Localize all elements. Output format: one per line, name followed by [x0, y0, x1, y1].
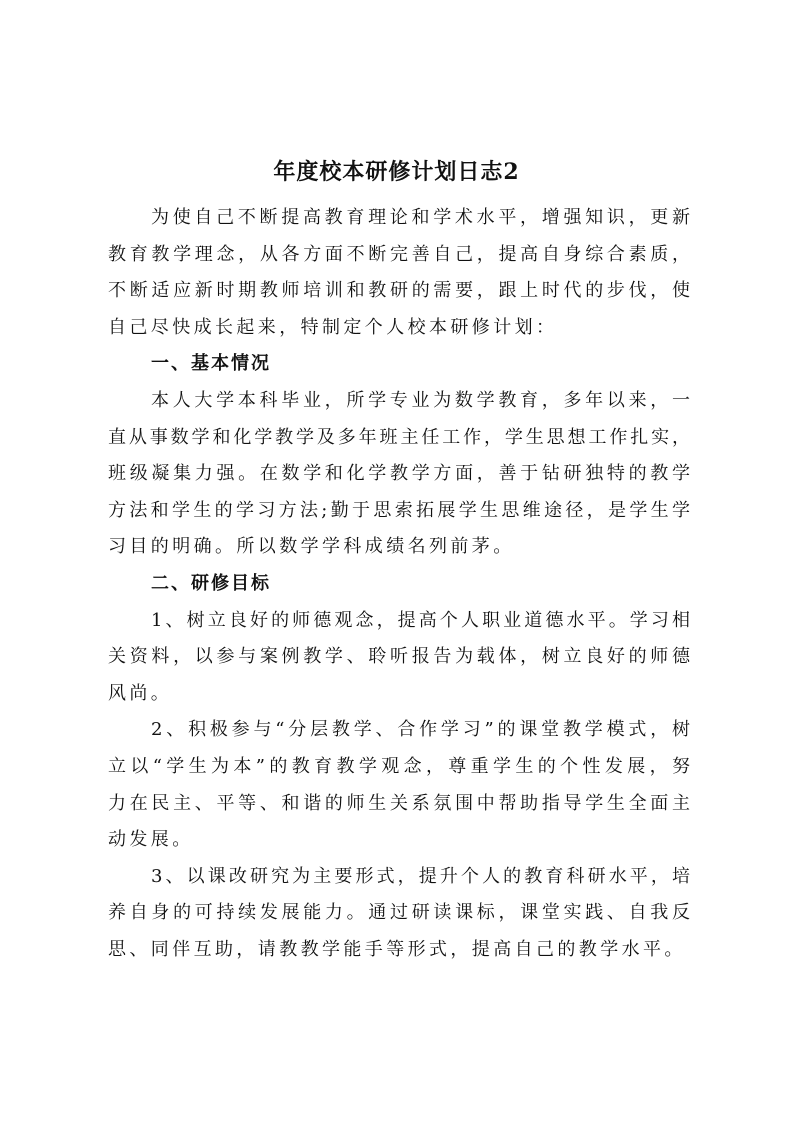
text-line: 自己尽快成长起来，特制定个人校本研修计划：	[108, 316, 558, 338]
document-body	[108, 200, 690, 968]
text-line: 习目的明确。所以数学学科成绩名列前茅。	[108, 536, 515, 558]
text-line: 方法和学生的学习方法;勤于思索拓展学生思维途径，是学生学	[108, 499, 690, 521]
text-line: 二、研修目标	[151, 572, 271, 594]
paragraph	[108, 383, 690, 566]
paragraph	[108, 603, 690, 713]
paragraph	[108, 859, 690, 969]
text-line: 本人大学本科毕业，所学专业为数学教育，多年以来，一	[151, 389, 690, 411]
text-line: 1、树立良好的师德观念，提高个人职业道德水平。学习相	[151, 609, 690, 631]
paragraph	[108, 712, 690, 858]
paragraph	[108, 200, 690, 346]
section-heading	[108, 346, 690, 383]
text-line: 3、以课改研究为主要形式，提升个人的教育科研水平，培	[151, 865, 690, 887]
text-line: 关资料，以参与案例教学、聆听报告为载体，树立良好的师德	[108, 646, 690, 668]
text-line: 力在民主、平等、和谐的师生关系氛围中帮助指导学生全面主	[108, 792, 690, 814]
text-line: 风尚。	[108, 682, 173, 704]
text-line: 不断适应新时期教师培训和教研的需要，跟上时代的步伐，使	[108, 280, 690, 302]
text-line: 2、积极参与“分层教学、合作学习”的课堂教学模式，树	[151, 719, 690, 741]
text-line: 班级凝集力强。在数学和化学教学方面，善于钻研独特的教学	[108, 463, 690, 485]
document-title: 年度校本研修计划日志2	[273, 159, 520, 185]
section-heading	[108, 566, 690, 603]
text-line: 一、基本情况	[151, 353, 271, 375]
text-line: 立以“学生为本”的教育教学观念，尊重学生的个性发展，努	[108, 755, 690, 777]
text-line: 为使自己不断提高教育理论和学术水平，增强知识，更新	[151, 207, 690, 228]
text-line: 动发展。	[108, 829, 194, 851]
text-line: 思、同伴互助，请教教学能手等形式，提高自己的教学水平。	[108, 938, 686, 960]
text-line: 养自身的可持续发展能力。通过研读课标，课堂实践、自我反	[108, 902, 690, 924]
text-line: 教育教学理念，从各方面不断完善自己，提高自身综合素质，	[108, 243, 690, 265]
text-line: 直从事数学和化学教学及多年班主任工作，学生思想工作扎实，	[108, 426, 690, 448]
